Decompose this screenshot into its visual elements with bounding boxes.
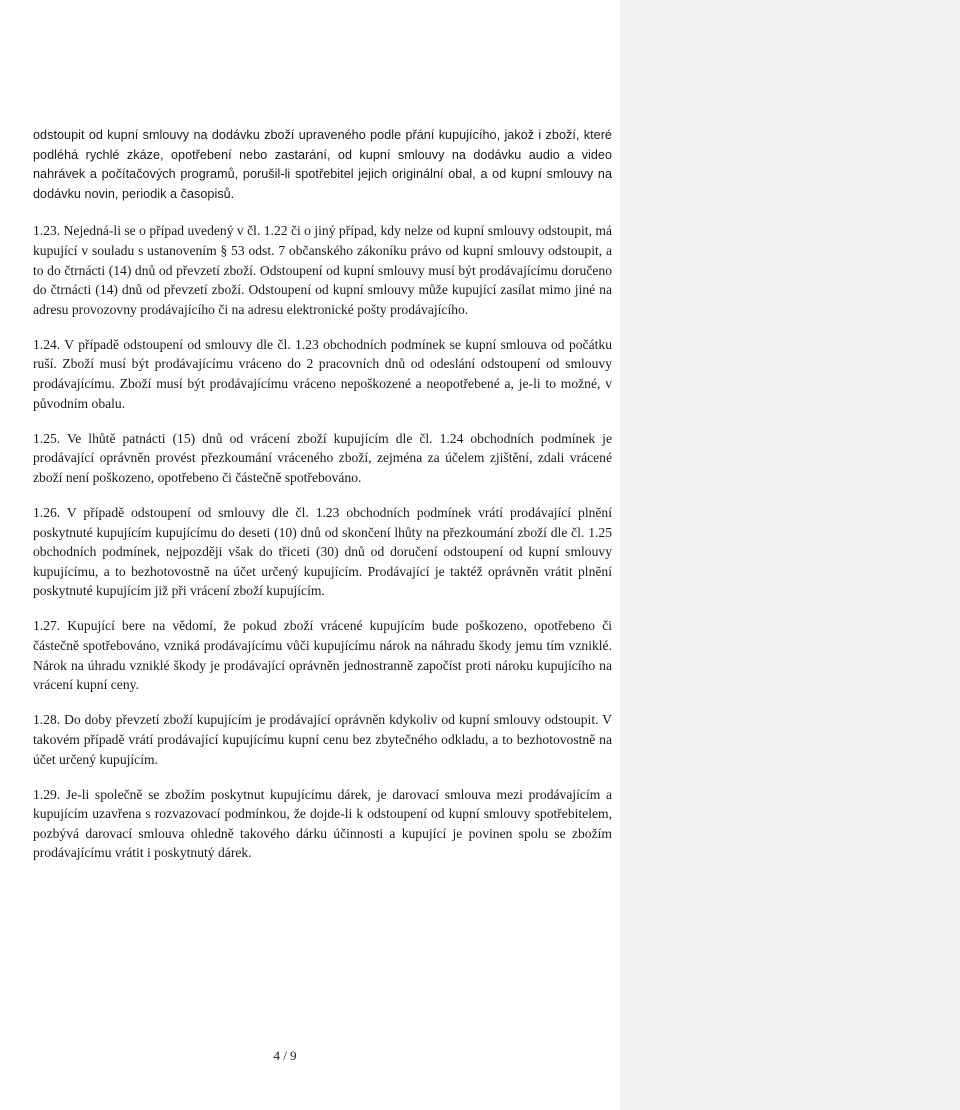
paragraph-1-26 (33, 503, 612, 601)
paragraph-text: Do doby převzetí zboží kupujícím je prodávající oprávněn kdykoliv od kupní smlouvy odstoupit. V takovém případě vrátí prodávající kupujícímu kupní cenu bez zbytečného odkladu, a to bezhotovostně na účet určený kupujícím. (33, 712, 612, 767)
paragraph-number: 1.23. (33, 223, 61, 239)
paragraph-1-29 (33, 785, 612, 863)
paragraph-number: 1.26. (33, 505, 61, 520)
paragraph-number: 1.29. (33, 786, 61, 802)
paragraph-text: Nejedná-li se o případ uvedený v čl. 1.22 či o jiný případ, kdy nelze od kupní smlouvy odstoupit, má kupující v souladu s ustanovením § 53 odst. 7 občanského zákoníku právo od kupní smlouvy odstoupit, a to do čtrnácti (14) dnů od převzetí zboží. Odstoupení od kupní smlouvy musí být prodávajícímu doručeno do čtrnácti (14) dnů od převzetí zboží. Odstoupení od kupní smlouvy může kupující zasílat mimo jiné na adresu provozovny prodávajícího či na adresu elektronické pošty prodávajícího. (33, 223, 612, 317)
paragraph-text: V případě odstoupení od smlouvy dle čl. 1.23 obchodních podmínek vrátí prodávající plnění poskytnuté kupujícím kupujícímu do deseti (10) dnů od skončení lhůty na přezkoumání zboží dle čl. 1.25 obchodních podmínek, nejpozději však do třiceti (30) dnů od doručení odstoupení od kupní smlouvy kupujícímu, a to bezhotovostně na účet určený kupujícím. Prodávající je taktéž oprávněn vrátit plnění poskytnuté kupujícím již při vrácení zboží kupujícím. (33, 505, 613, 599)
lead-paragraph: odstoupit od kupní smlouvy na dodávku zboží upraveného podle přání kupujícího, jakož i zboží, které podléhá rychlé zkáze, opotřebení nebo zastarání, od kupní smlouvy na dodávku audio a video nahrávek a počítačových programů, porušil-li spotřebitel jejich originální obal, a od kupní smlouvy na dodávku novin, periodik a časopisů. (33, 128, 612, 201)
paragraph-number: 1.27. (33, 618, 61, 634)
paragraph-number: 1.28. (33, 712, 61, 728)
paragraph-1-27 (33, 616, 612, 694)
paragraph-text: V případě odstoupení od smlouvy dle čl. 1.23 obchodních podmínek se kupní smlouva od počátku ruší. Zboží musí být prodávajícímu vráceno do 2 pracovních dnů od odeslání odstoupení od smlouvy prodávajícímu. Zboží musí být prodávajícímu vráceno nepoškozené a neopotřebené a, je-li to možné, v původním obalu. (33, 336, 612, 411)
paragraph-1-28 (33, 710, 612, 769)
paragraph-text: Ve lhůtě patnácti (15) dnů od vrácení zboží kupujícím dle čl. 1.24 obchodních podmínek je prodávající oprávněn provést přezkoumání vráceného zboží, zejména za účelem zjištění, zdali vrácené zboží není poškozeno, opotřebeno či částečně spotřebováno. (33, 430, 612, 485)
paragraph-text: Kupující bere na vědomí, že pokud zboží vrácené kupujícím bude poškozeno, opotřebeno či částečně spotřebováno, vzniká prodávajícímu vůči kupujícímu nárok na náhradu škody jemu tím vzniklé. Nárok na úhradu vzniklé škody je prodávající oprávněn jednostranně započíst proti nároku kupujícího na vrácení kupní ceny. (33, 618, 612, 693)
paragraph-text: Je-li společně se zbožím poskytnut kupujícímu dárek, je darovací smlouva mezi prodávajícím a kupujícím uzavřena s rozvazovací podmínkou, že dojde-li k odstoupení od kupní smlouvy spotřebitelem, pozbývá darovací smlouva ohledně takového dárku účinnosti a kupující je povinen spolu se zbožím prodávajícímu vrátit i poskytnutý dárek. (33, 786, 612, 861)
paragraph-1-25 (33, 429, 612, 488)
document-body (33, 126, 612, 879)
page-number: 4 / 9 (273, 1048, 297, 1063)
paragraph-1-23 (33, 221, 612, 319)
side-panel (620, 0, 960, 1110)
paragraph-number: 1.24. (33, 336, 61, 352)
paragraph-1-24 (33, 335, 612, 413)
paragraph-number: 1.25. (33, 430, 61, 446)
